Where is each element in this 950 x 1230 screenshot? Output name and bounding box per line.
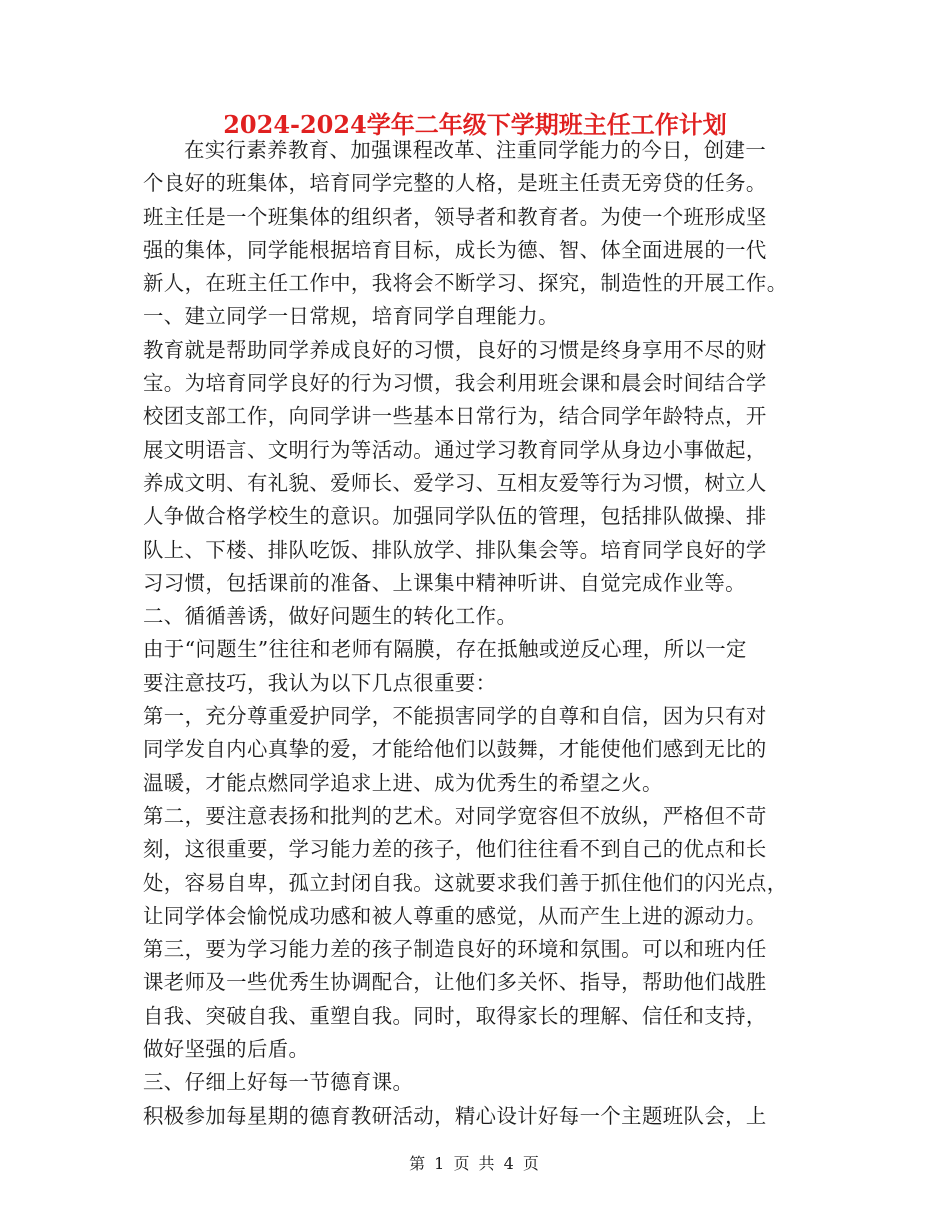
paragraph-line: 习习惯，包括课前的准备、上课集中精神听讲、自觉完成作业等。 (143, 570, 746, 595)
paragraph-line: 刻，这很重要，学习能力差的孩子，他们往往看不到自己的优点和长 (143, 837, 767, 862)
paragraph-line: 第三，要为学习能力差的孩子制造良好的环境和氛围。可以和班内任 (143, 937, 767, 962)
paragraph-line: 第二，要注意表扬和批判的艺术。对同学宽容但不放纵，严格但不苛 (143, 803, 767, 828)
paragraph-line: 积极参加每星期的德育教研活动，精心设计好每一个主题班队会，上 (143, 1103, 767, 1128)
paragraph-line: 宝。为培育同学良好的行为习惯，我会利用班会课和晨会时间结合学 (143, 371, 767, 396)
paragraph-line: 个良好的班集体，培育同学完整的人格，是班主任责无旁贷的任务。 (143, 171, 767, 196)
paragraph-line: 处，容易自卑，孤立封闭自我。这就要求我们善于抓住他们的闪光点， (143, 870, 788, 895)
paragraph-line: 班主任是一个班集体的组织者，领导者和教育者。为使一个班形成坚 (143, 204, 767, 229)
page-footer: 第 1 页 共 4 页 (409, 1154, 541, 1173)
paragraph-line: 温暖，才能点燃同学追求上进、成为优秀生的希望之火。 (143, 770, 663, 795)
paragraph-line: 同学发自内心真挚的爱，才能给他们以鼓舞，才能使他们感到无比的 (143, 737, 767, 762)
paragraph-line: 展文明语言、文明行为等活动。通过学习教育同学从身边小事做起， (143, 437, 767, 462)
paragraph-line: 教育就是帮助同学养成良好的习惯，良好的习惯是终身享用不尽的财 (143, 337, 767, 362)
document-body (143, 134, 808, 1133)
paragraph-line: 校团支部工作，向同学讲一些基本日常行为，结合同学年龄特点，开 (143, 404, 767, 429)
paragraph-line: 做好坚强的后盾。 (143, 1037, 310, 1062)
section-heading: 一、建立同学一日常规，培育同学自理能力。 (143, 304, 559, 329)
section-heading: 三、仔细上好每一节德育课。 (143, 1070, 414, 1095)
paragraph-line: 强的集体，同学能根据培育目标，成长为德、智、体全面进展的一代 (143, 237, 767, 262)
paragraph-line: 新人，在班主任工作中，我将会不断学习、探究，制造性的开展工作。 (143, 271, 788, 296)
document-title: 2024-2024学年二年级下学期班主任工作计划 (223, 110, 727, 139)
paragraph-line: 第一，充分尊重爱护同学，不能损害同学的自尊和自信，因为只有对 (143, 704, 767, 729)
paragraph-line: 由于“问题生”往往和老师有隔膜，存在抵触或逆反心理，所以一定 (143, 637, 747, 662)
paragraph-line: 队上、下楼、排队吃饭、排队放学、排队集会等。培育同学良好的学 (143, 537, 767, 562)
section-heading: 二、循循善诱，做好问题生的转化工作。 (143, 604, 518, 629)
paragraph-line: 自我、突破自我、重塑自我。同时，取得家长的理解、信任和支持， (143, 1003, 767, 1028)
paragraph-line: 课老师及一些优秀生协调配合，让他们多关怀、指导，帮助他们战胜 (143, 970, 767, 995)
paragraph-line: 要注意技巧，我认为以下几点很重要： (143, 670, 497, 695)
paragraph-line: 养成文明、有礼貌、爱师长、爱学习、互相友爱等行为习惯，树立人 (143, 470, 767, 495)
paragraph-line: 在实行素养教育、加强课程改革、注重同学能力的今日，创建一 (184, 138, 767, 162)
paragraph-line: 人争做合格学校生的意识。加强同学队伍的管理，包括排队做操、排 (143, 504, 767, 529)
paragraph-line: 让同学体会愉悦成功感和被人尊重的感觉，从而产生上进的源动力。 (143, 903, 767, 928)
